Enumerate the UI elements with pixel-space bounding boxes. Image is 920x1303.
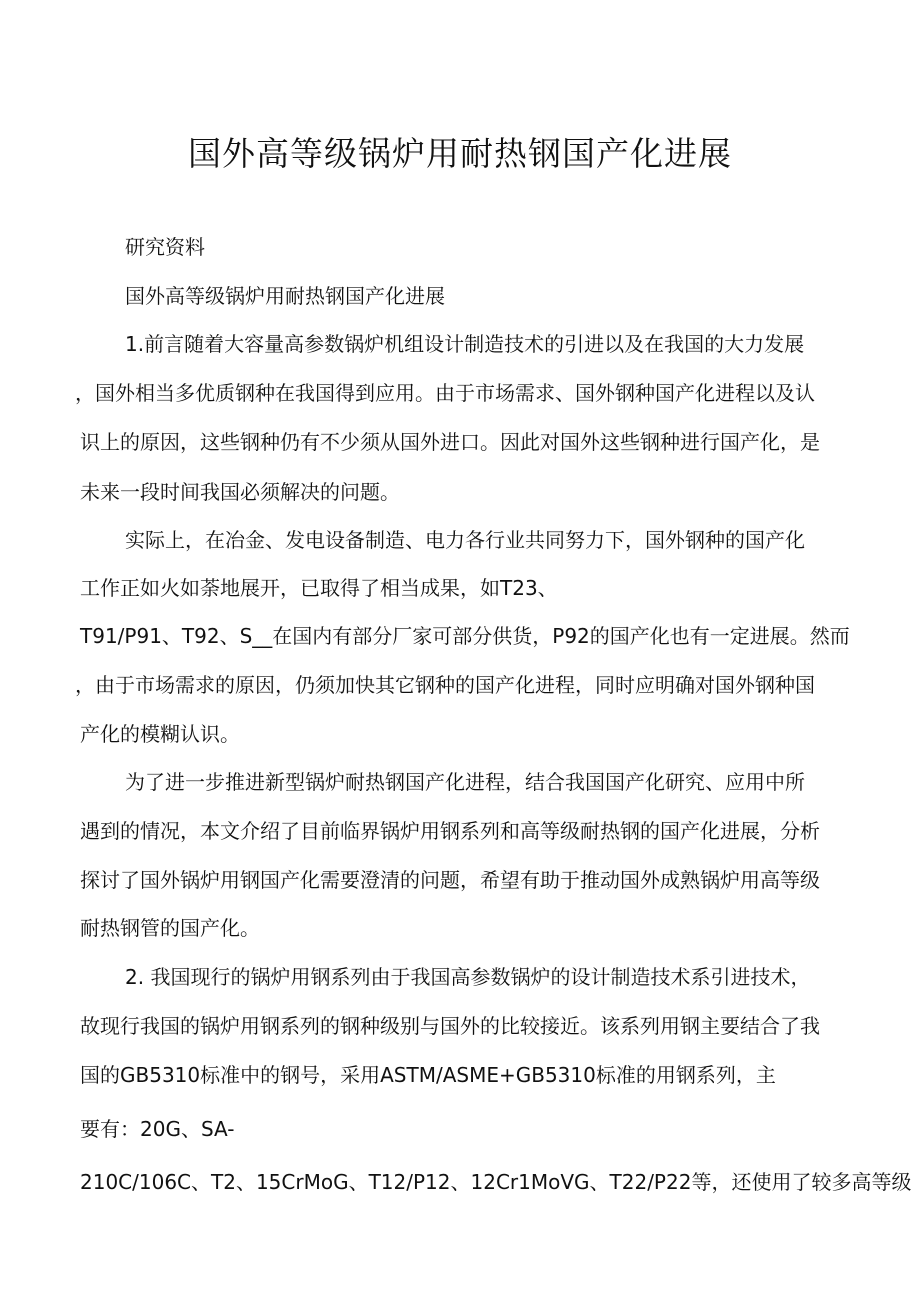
paragraph-3-line-1: 为了进一步推进新型锅炉耐热钢国产化进程，结合我国国产化研究、应用中所: [125, 770, 805, 794]
paragraph-3-line-2: 遇到的情况，本文介绍了目前临界锅炉用钢系列和高等级耐热钢的国产化进展，分析: [80, 819, 820, 843]
subtitle-line: 国外高等级锅炉用耐热钢国产化进展: [125, 284, 445, 308]
document-title: 国外高等级锅炉用耐热钢国产化进展: [188, 134, 732, 173]
paragraph-4-line-4: 要有：20G、SA-: [80, 1117, 235, 1141]
paragraph-4-line-5: 210C/106C、T2、15CrMoG、T12/P12、12Cr1MoVG、T22/P22等，还使用了较多高等级: [80, 1170, 912, 1194]
paragraph-1-line-3: 识上的原因，这些钢种仍有不少须从国外进口。因此对国外这些钢种进行国产化，是: [80, 430, 820, 454]
paragraph-2-line-5: 产化的模糊认识。: [80, 722, 240, 746]
paragraph-2-line-2: 工作正如火如荼地展开，已取得了相当成果，如T23、: [80, 576, 558, 600]
label-research-material: 研究资料: [125, 235, 205, 259]
paragraph-1-line-1: 1.前言随着大容量高参数锅炉机组设计制造技术的引进以及在我国的大力发展: [125, 332, 805, 356]
paragraph-4-line-2: 故现行我国的锅炉用钢系列的钢种级别与国外的比较接近。该系列用钢主要结合了我: [80, 1014, 820, 1038]
paragraph-1-line-2: ，国外相当多优质钢种在我国得到应用。由于市场需求、国外钢种国产化进程以及认: [75, 381, 815, 405]
paragraph-4-line-3: 国的GB5310标准中的钢号，采用ASTM/ASME+GB5310标准的用钢系列，主: [80, 1063, 776, 1087]
paragraph-2-line-4: ，由于市场需求的原因，仍须加快其它钢种的国产化进程，同时应明确对国外钢种国: [75, 673, 815, 697]
paragraph-3-line-4: 耐热钢管的国产化。: [80, 916, 260, 940]
paragraph-2-line-3: T91/P91、T92、S__在国内有部分厂家可部分供货，P92的国产化也有一定进展。然而: [80, 624, 850, 648]
paragraph-4-line-1: 2. 我国现行的锅炉用钢系列由于我国高参数锅炉的设计制造技术系引进技术，: [125, 965, 811, 989]
paragraph-3-line-3: 探讨了国外锅炉用钢国产化需要澄清的问题，希望有助于推动国外成熟锅炉用高等级: [80, 868, 820, 892]
paragraph-1-line-4: 未来一段时间我国必须解决的问题。: [80, 480, 400, 504]
paragraph-2-line-1: 实际上，在冶金、发电设备制造、电力各行业共同努力下，国外钢种的国产化: [125, 528, 805, 552]
